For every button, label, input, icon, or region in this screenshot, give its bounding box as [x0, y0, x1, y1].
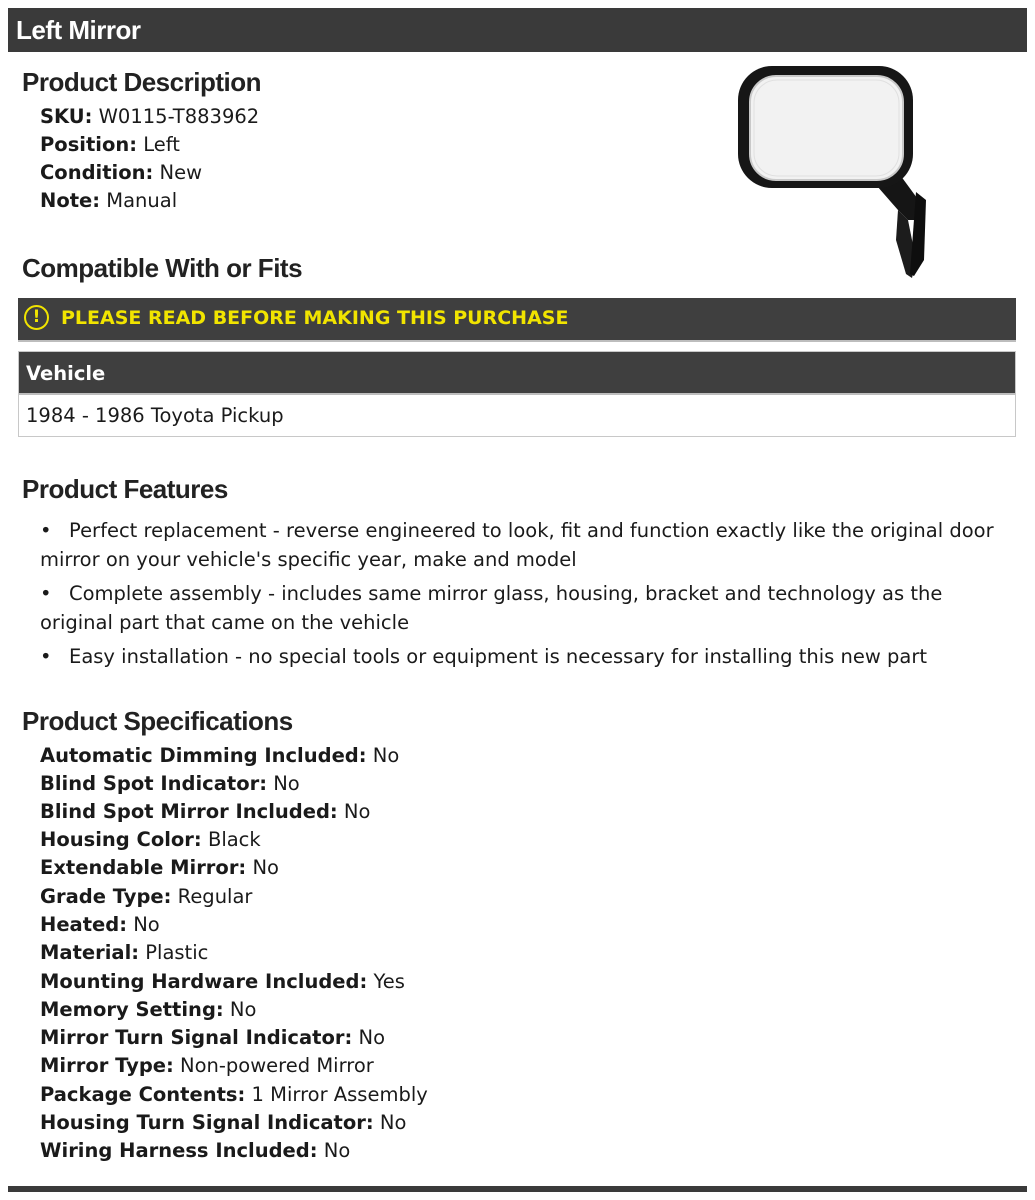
spec-row [40, 1052, 374, 1080]
feature-text: Perfect replacement - reverse engineered to look, fit and function exactly like the original door mirror on your vehicle's specific year, make and model [40, 519, 994, 571]
exclamation-circle-icon: ! [24, 305, 49, 330]
spec-value: Yes [373, 970, 405, 993]
spec-row [40, 939, 208, 967]
spec-value: Regular [177, 885, 253, 908]
compatibility-heading: Compatible With or Fits [22, 253, 303, 283]
bullet-icon: • [40, 519, 52, 542]
spec-label: Memory Setting: [40, 998, 224, 1021]
spec-row [40, 1137, 350, 1165]
features-list [40, 517, 1015, 678]
description-label: SKU: [40, 105, 93, 128]
list-item [40, 643, 1015, 672]
spec-value: No [343, 800, 371, 823]
spec-value: No [273, 772, 300, 795]
spec-label: Housing Color: [40, 828, 202, 851]
vehicle-column-header: Vehicle [26, 362, 106, 385]
product-specifications-heading: Product Specifications [22, 706, 293, 736]
description-label: Condition: [40, 161, 154, 184]
spec-label: Package Contents: [40, 1083, 246, 1106]
list-item [40, 517, 1015, 574]
description-value: W0115-T883962 [98, 105, 260, 128]
spec-value: Black [207, 828, 261, 851]
spec-row [40, 968, 405, 996]
spec-row [40, 826, 261, 854]
spec-label: Mirror Type: [40, 1054, 174, 1077]
spec-value: No [372, 744, 400, 767]
product-features-heading: Product Features [22, 474, 228, 504]
spec-value: No [229, 998, 257, 1021]
spec-row [40, 883, 252, 911]
spec-value: No [323, 1139, 351, 1162]
spec-row [40, 911, 160, 939]
spec-label: Housing Turn Signal Indicator: [40, 1111, 374, 1134]
spec-row [40, 798, 370, 826]
mirror-product-image [720, 60, 950, 285]
footer-divider [8, 1186, 1027, 1192]
product-description-heading: Product Description [22, 67, 261, 97]
spec-value: No [133, 913, 160, 936]
spec-value: No [379, 1111, 407, 1134]
spec-value: 1 Mirror Assembly [251, 1083, 428, 1106]
description-row-sku [40, 103, 259, 131]
list-item [40, 580, 1015, 637]
spec-value: Plastic [145, 941, 209, 964]
description-value: Left [143, 133, 180, 156]
spec-value: No [358, 1026, 386, 1049]
feature-text: Complete assembly - includes same mirror glass, housing, bracket and technology as the original part that came on the vehicle [40, 582, 943, 634]
spec-label: Blind Spot Indicator: [40, 772, 268, 795]
bullet-icon: • [40, 582, 52, 605]
spec-row [40, 996, 256, 1024]
spec-label: Wiring Harness Included: [40, 1139, 318, 1162]
description-row-position [40, 131, 180, 159]
bullet-icon: • [40, 645, 52, 668]
spec-row [40, 1024, 385, 1052]
spec-row [40, 1081, 428, 1109]
feature-text: Easy installation - no special tools or equipment is necessary for installing this new part [69, 645, 928, 668]
spec-label: Automatic Dimming Included: [40, 744, 367, 767]
spec-value: Non-powered Mirror [180, 1054, 374, 1077]
spec-label: Blind Spot Mirror Included: [40, 800, 338, 823]
title-bar [8, 8, 1027, 52]
description-label: Position: [40, 133, 138, 156]
vehicle-table [18, 351, 1016, 437]
spec-label: Heated: [40, 913, 128, 936]
spec-row [40, 854, 279, 882]
description-row-condition [40, 159, 202, 187]
spec-row [40, 1109, 406, 1137]
description-value: New [159, 161, 203, 184]
spec-value: No [252, 856, 279, 879]
spec-label: Mirror Turn Signal Indicator: [40, 1026, 353, 1049]
spec-label: Extendable Mirror: [40, 856, 247, 879]
vehicle-cell: 1984 - 1986 Toyota Pickup [26, 404, 284, 427]
spec-row [40, 770, 300, 798]
spec-label: Mounting Hardware Included: [40, 970, 368, 993]
description-row-note [40, 187, 177, 215]
purchase-warning-text: PLEASE READ BEFORE MAKING THIS PURCHASE [61, 307, 569, 329]
spec-row [40, 742, 399, 770]
page-title: Left Mirror [16, 15, 141, 45]
purchase-warning-banner [18, 298, 1016, 342]
table-row [19, 395, 1015, 436]
vehicle-table-header [19, 352, 1015, 395]
description-label: Note: [40, 189, 101, 212]
spec-label: Grade Type: [40, 885, 172, 908]
description-value: Manual [106, 189, 178, 212]
spec-label: Material: [40, 941, 140, 964]
